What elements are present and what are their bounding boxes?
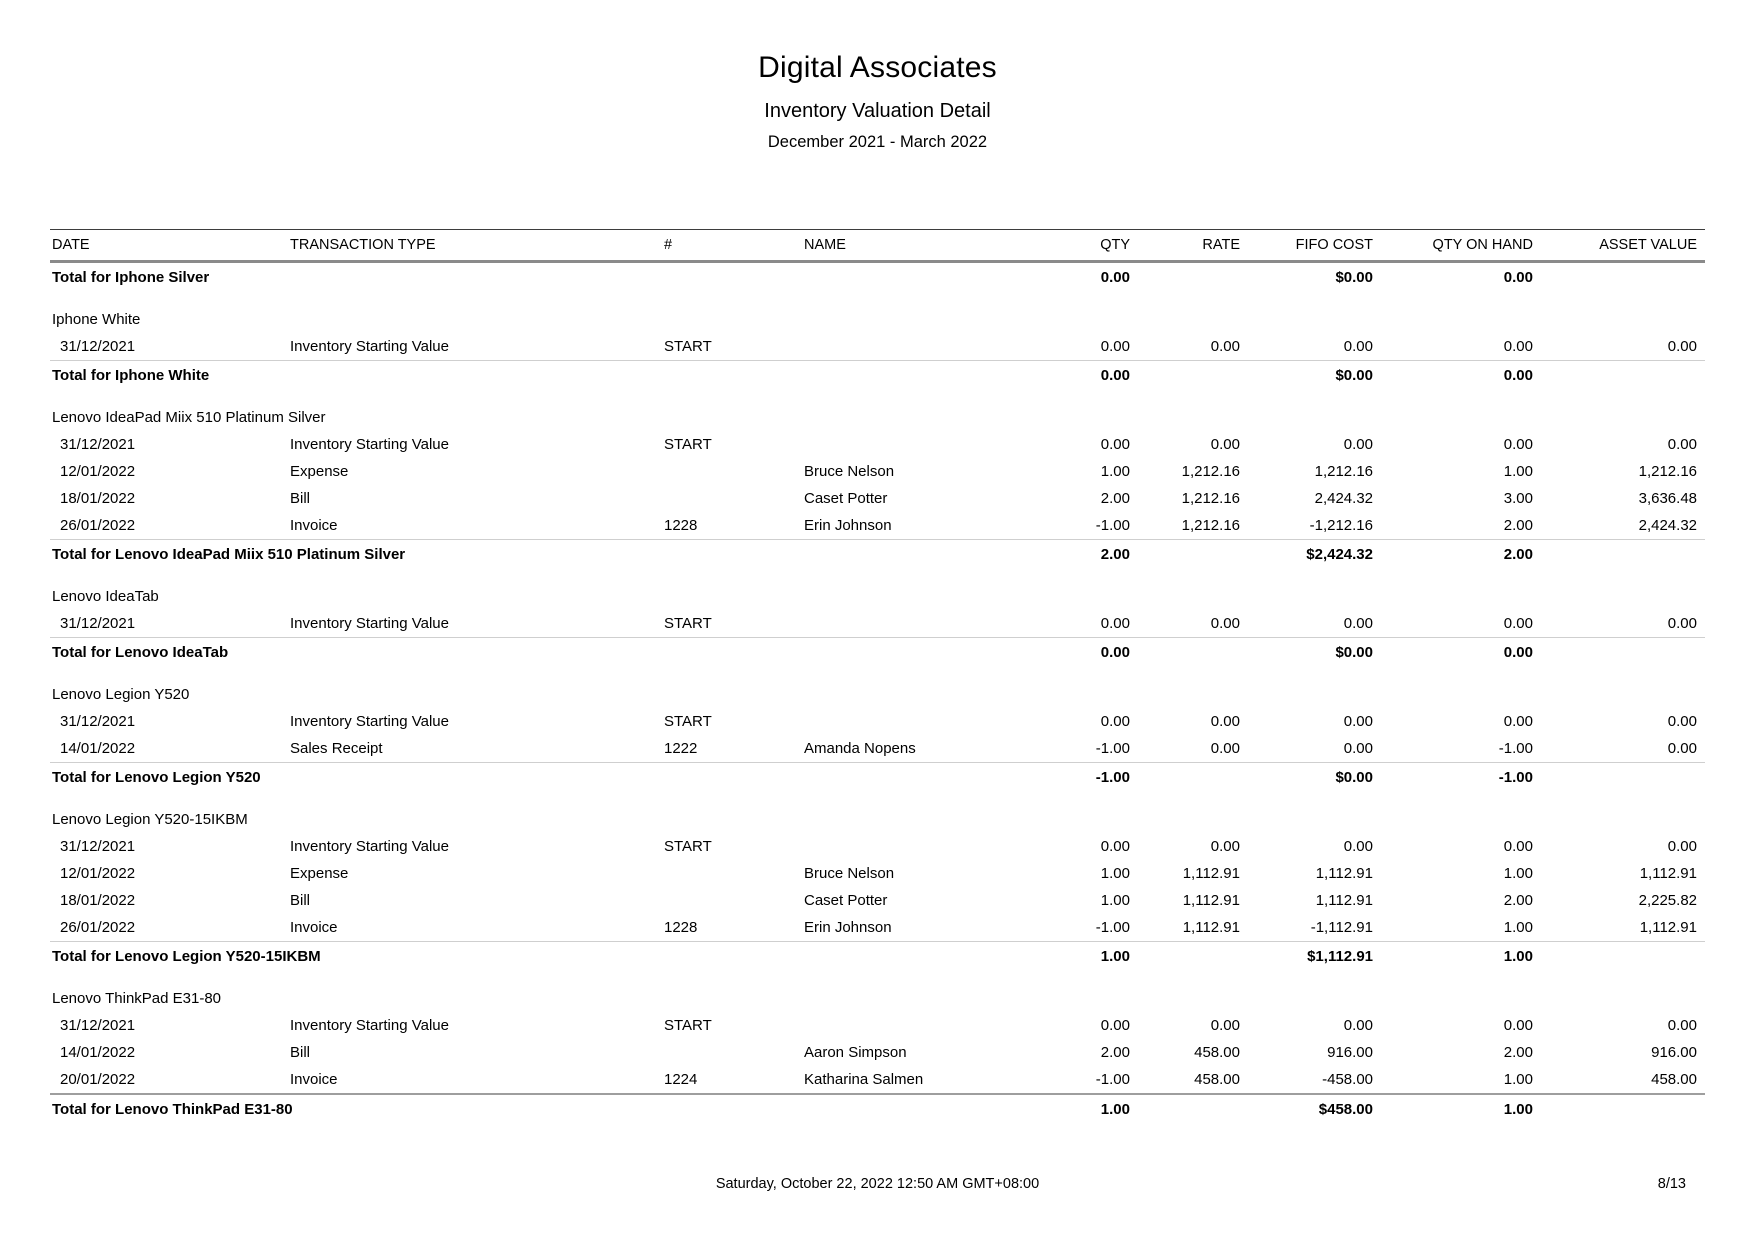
- table-row: [50, 735, 1705, 763]
- table-row: [50, 333, 1705, 361]
- cell-rate: 0.00: [1210, 436, 1240, 453]
- cell-qty: 0.00: [1100, 338, 1130, 355]
- cell-type: Expense: [290, 865, 349, 882]
- total-row: [50, 262, 1705, 293]
- cell-type: Invoice: [290, 1071, 338, 1088]
- cell-total-rate-empty: [1130, 361, 1240, 391]
- cell-total-qty: -1.00: [1020, 763, 1130, 793]
- cell-total-rate-empty: [1130, 262, 1240, 293]
- total-label: Total for Iphone Silver: [52, 269, 210, 286]
- column-header-asset_value: ASSET VALUE: [1533, 230, 1705, 262]
- cell-qty: 0.00: [1100, 1017, 1130, 1034]
- cell-rate: 0.00: [1210, 713, 1240, 730]
- section-name: Lenovo IdeaTab: [52, 587, 159, 605]
- cell-num: 1228: [664, 919, 698, 936]
- cell-fifo_cost: 0.00: [1343, 740, 1373, 757]
- cell-name: Bruce Nelson: [804, 463, 895, 480]
- cell-date: 31/12/2021: [60, 615, 136, 632]
- table-row: [50, 833, 1705, 860]
- cell-asset_value: 3,636.48: [1638, 490, 1697, 507]
- table-row: [50, 708, 1705, 735]
- section-header-row: [50, 569, 1705, 610]
- cell-fifo_cost: 0.00: [1343, 1017, 1373, 1034]
- cell-qty_on_hand: 1.00: [1503, 865, 1533, 882]
- cell-num: [662, 1039, 802, 1066]
- cell-name: [802, 833, 1020, 860]
- cell-asset_value: 0.00: [1667, 713, 1697, 730]
- table-header-row: [50, 230, 1705, 262]
- cell-num: START: [664, 338, 712, 355]
- report-title: Inventory Valuation Detail: [764, 100, 991, 122]
- section-name: Lenovo IdeaPad Miix 510 Platinum Silver: [52, 408, 326, 426]
- footer-generated-timestamp: Saturday, October 22, 2022 12:50 AM GMT+08:00: [715, 1176, 1040, 1192]
- total-label: Total for Lenovo Legion Y520: [50, 763, 1020, 793]
- table-row: [50, 431, 1705, 458]
- section-header-row: [50, 667, 1705, 708]
- cell-num: [662, 887, 802, 914]
- cell-fifo_cost: 0.00: [1343, 838, 1373, 855]
- cell-num: START: [664, 713, 712, 730]
- cell-total-fifo-cost: $1,112.91: [1240, 942, 1373, 972]
- cell-asset_value: 0.00: [1667, 436, 1697, 453]
- cell-rate: 0.00: [1210, 338, 1240, 355]
- column-header-rate: RATE: [1130, 230, 1240, 262]
- cell-rate: 1,112.91: [1182, 919, 1240, 936]
- section-name: Lenovo Legion Y520: [52, 685, 190, 703]
- cell-fifo_cost: -458.00: [1322, 1071, 1373, 1088]
- cell-fifo_cost: 2,424.32: [1314, 490, 1373, 507]
- section-header-row: [50, 971, 1705, 1012]
- cell-total-rate-empty: [1130, 540, 1240, 570]
- report-table: [50, 229, 1705, 1124]
- cell-total-fifo-cost: $0.00: [1240, 638, 1373, 668]
- cell-qty: 0.00: [1100, 713, 1130, 730]
- cell-total-fifo-cost: $0.00: [1240, 763, 1373, 793]
- cell-qty_on_hand: 2.00: [1503, 1044, 1533, 1061]
- cell-total-qty: 0.00: [1020, 361, 1130, 391]
- total-row: [50, 638, 1705, 668]
- cell-asset_value: 1,112.91: [1639, 865, 1697, 882]
- cell-rate: 0.00: [1210, 740, 1240, 757]
- cell-qty_on_hand: 2.00: [1503, 892, 1533, 909]
- cell-qty_on_hand: 3.00: [1503, 490, 1533, 507]
- cell-num: 1222: [664, 740, 698, 757]
- cell-fifo_cost: 1,112.91: [1315, 865, 1373, 882]
- cell-qty: -1.00: [1095, 919, 1130, 936]
- cell-qty_on_hand: 0.00: [1503, 713, 1533, 730]
- cell-qty: -1.00: [1095, 1071, 1130, 1088]
- cell-total-asset-empty: [1533, 540, 1705, 570]
- cell-fifo_cost: 1,112.91: [1315, 892, 1373, 909]
- cell-rate: 458.00: [1194, 1071, 1240, 1088]
- cell-type: Inventory Starting Value: [290, 338, 449, 355]
- cell-total-qty: 0.00: [1020, 638, 1130, 668]
- table-body: [50, 262, 1705, 1125]
- cell-asset_value: 916.00: [1651, 1044, 1697, 1061]
- cell-total-fifo-cost: $458.00: [1240, 1094, 1373, 1124]
- cell-rate: 0.00: [1210, 1017, 1240, 1034]
- cell-rate: 1,212.16: [1181, 490, 1240, 507]
- cell-date: 14/01/2022: [60, 1044, 136, 1061]
- cell-name: Erin Johnson: [804, 517, 892, 534]
- cell-total-qty-on-hand: 1.00: [1373, 1094, 1533, 1124]
- report-date-range: December 2021 - March 2022: [767, 133, 988, 151]
- cell-asset_value: 0.00: [1667, 338, 1697, 355]
- cell-type: Bill: [290, 1044, 311, 1061]
- cell-total-rate-empty: [1130, 638, 1240, 668]
- cell-asset_value: 0.00: [1667, 740, 1697, 757]
- cell-date: 31/12/2021: [60, 436, 136, 453]
- cell-name: [802, 708, 1020, 735]
- section-header-row: [50, 792, 1705, 833]
- report-header: [0, 0, 1755, 153]
- cell-date: 31/12/2021: [60, 338, 136, 355]
- total-row: [50, 540, 1705, 570]
- cell-rate: 458.00: [1194, 1044, 1240, 1061]
- cell-date: 31/12/2021: [60, 1017, 136, 1034]
- cell-name: [802, 431, 1020, 458]
- table-row: [50, 1012, 1705, 1039]
- cell-qty_on_hand: 0.00: [1503, 1017, 1533, 1034]
- cell-num: [662, 860, 802, 887]
- cell-name: [802, 333, 1020, 361]
- cell-date: 31/12/2021: [60, 713, 136, 730]
- cell-date: 18/01/2022: [60, 892, 136, 909]
- cell-num: START: [664, 838, 712, 855]
- cell-total-asset-empty: [1533, 942, 1705, 972]
- cell-qty_on_hand: 0.00: [1503, 338, 1533, 355]
- cell-qty: 1.00: [1100, 463, 1130, 480]
- cell-total-qty-on-hand: 0.00: [1373, 361, 1533, 391]
- total-label: Total for Lenovo IdeaTab: [50, 638, 1020, 668]
- cell-date: 18/01/2022: [60, 490, 136, 507]
- cell-qty_on_hand: 1.00: [1503, 463, 1533, 480]
- cell-qty: 2.00: [1100, 490, 1130, 507]
- cell-date: 31/12/2021: [60, 838, 136, 855]
- column-header-date: DATE: [50, 230, 288, 262]
- cell-qty: 1.00: [1100, 865, 1130, 882]
- cell-rate: 0.00: [1210, 615, 1240, 632]
- table-row: [50, 485, 1705, 512]
- cell-total-qty: 0.00: [1100, 269, 1130, 286]
- company-name: Digital Associates: [758, 51, 997, 84]
- cell-qty: 2.00: [1100, 1044, 1130, 1061]
- table-row: [50, 512, 1705, 540]
- cell-num: 1228: [664, 517, 698, 534]
- cell-qty_on_hand: -1.00: [1498, 740, 1533, 757]
- cell-qty_on_hand: 2.00: [1503, 517, 1533, 534]
- cell-total-rate-empty: [1130, 763, 1240, 793]
- total-label: Total for Lenovo Legion Y520-15IKBM: [50, 942, 1020, 972]
- section-name: Iphone White: [52, 310, 141, 328]
- cell-name: Caset Potter: [804, 892, 888, 909]
- column-header-qty: QTY: [1020, 230, 1130, 262]
- table-row: [50, 1066, 1705, 1094]
- cell-asset_value: 1,212.16: [1638, 463, 1697, 480]
- cell-total-fifo-cost: $0.00: [1240, 361, 1373, 391]
- cell-name: Katharina Salmen: [804, 1071, 924, 1088]
- cell-asset_value: 0.00: [1667, 615, 1697, 632]
- cell-qty: -1.00: [1095, 740, 1130, 757]
- cell-num: [662, 485, 802, 512]
- cell-fifo_cost: 0.00: [1343, 615, 1373, 632]
- cell-total-rate-empty: [1130, 1094, 1240, 1124]
- cell-total-qty: 1.00: [1020, 1094, 1130, 1124]
- cell-rate: 1,112.91: [1182, 865, 1240, 882]
- column-header-qty_on_hand: QTY ON HAND: [1373, 230, 1533, 262]
- table-row: [50, 887, 1705, 914]
- cell-asset_value: 1,112.91: [1639, 919, 1697, 936]
- cell-qty: 0.00: [1100, 615, 1130, 632]
- cell-total-qty-on-hand: -1.00: [1373, 763, 1533, 793]
- total-row: [50, 942, 1705, 972]
- section-header-row: [50, 292, 1705, 333]
- cell-type: Sales Receipt: [290, 740, 383, 757]
- cell-num: [662, 458, 802, 485]
- cell-date: 26/01/2022: [60, 919, 136, 936]
- cell-type: Bill: [290, 892, 311, 909]
- total-label: Total for Lenovo ThinkPad E31-80: [50, 1094, 1020, 1124]
- cell-rate: 1,112.91: [1182, 892, 1240, 909]
- cell-asset_value: 2,225.82: [1638, 892, 1697, 909]
- cell-type: Inventory Starting Value: [290, 1017, 449, 1034]
- cell-fifo_cost: 0.00: [1343, 713, 1373, 730]
- cell-qty_on_hand: 1.00: [1503, 1071, 1533, 1088]
- table-row: [50, 914, 1705, 942]
- section-header-row: [50, 390, 1705, 431]
- cell-total-qty: 1.00: [1020, 942, 1130, 972]
- total-label: Total for Iphone White: [50, 361, 1020, 391]
- cell-qty_on_hand: 0.00: [1503, 436, 1533, 453]
- cell-date: 26/01/2022: [60, 517, 136, 534]
- cell-rate: 1,212.16: [1181, 463, 1240, 480]
- table-row: [50, 610, 1705, 638]
- table-row: [50, 458, 1705, 485]
- cell-total-asset-empty: [1533, 361, 1705, 391]
- cell-type: Expense: [290, 463, 349, 480]
- cell-asset_value: 2,424.32: [1638, 517, 1697, 534]
- cell-date: 12/01/2022: [60, 865, 136, 882]
- cell-type: Inventory Starting Value: [290, 838, 449, 855]
- cell-total-qty-on-hand: 0.00: [1373, 638, 1533, 668]
- cell-fifo_cost: -1,212.16: [1309, 517, 1373, 534]
- cell-fifo_cost: 0.00: [1343, 338, 1373, 355]
- cell-qty_on_hand: 0.00: [1503, 615, 1533, 632]
- cell-total-fifo-cost: $0.00: [1335, 269, 1373, 286]
- cell-qty: 1.00: [1100, 892, 1130, 909]
- cell-total-qty-on-hand: 2.00: [1373, 540, 1533, 570]
- cell-name: [802, 610, 1020, 638]
- cell-qty: 0.00: [1100, 838, 1130, 855]
- cell-qty: -1.00: [1095, 517, 1130, 534]
- cell-rate: 1,212.16: [1181, 517, 1240, 534]
- cell-type: Bill: [290, 490, 311, 507]
- cell-date: 20/01/2022: [60, 1071, 136, 1088]
- cell-total-qty-on-hand: 0.00: [1503, 269, 1533, 286]
- cell-name: Amanda Nopens: [804, 740, 916, 757]
- table-row: [50, 1039, 1705, 1066]
- cell-num: START: [664, 436, 712, 453]
- cell-num: 1224: [664, 1071, 698, 1088]
- cell-asset_value: 0.00: [1667, 838, 1697, 855]
- table-row: [50, 860, 1705, 887]
- column-header-fifo_cost: FIFO COST: [1240, 230, 1373, 262]
- cell-name: [802, 1012, 1020, 1039]
- cell-asset_value: 0.00: [1667, 1017, 1697, 1034]
- column-header-type: TRANSACTION TYPE: [288, 230, 662, 262]
- total-row: [50, 361, 1705, 391]
- cell-total-asset-empty: [1533, 1094, 1705, 1124]
- cell-fifo_cost: 916.00: [1327, 1044, 1373, 1061]
- cell-total-qty-on-hand: 1.00: [1373, 942, 1533, 972]
- column-header-name: NAME: [802, 230, 1020, 262]
- total-row: [50, 1094, 1705, 1124]
- cell-name: Bruce Nelson: [804, 865, 895, 882]
- cell-fifo_cost: 0.00: [1343, 436, 1373, 453]
- cell-qty_on_hand: 1.00: [1503, 919, 1533, 936]
- cell-type: Inventory Starting Value: [290, 436, 449, 453]
- cell-date: 14/01/2022: [60, 740, 136, 757]
- cell-total-asset-empty: [1533, 262, 1705, 293]
- cell-total-rate-empty: [1130, 942, 1240, 972]
- section-name: Lenovo Legion Y520-15IKBM: [52, 810, 248, 828]
- cell-name: Caset Potter: [804, 490, 888, 507]
- cell-rate: 0.00: [1210, 838, 1240, 855]
- cell-type: Inventory Starting Value: [290, 713, 449, 730]
- cell-type: Invoice: [290, 517, 338, 534]
- cell-asset_value: 458.00: [1651, 1071, 1697, 1088]
- cell-total-qty: 2.00: [1020, 540, 1130, 570]
- total-row: [50, 763, 1705, 793]
- cell-total-fifo-cost: $2,424.32: [1240, 540, 1373, 570]
- table-head: [50, 230, 1705, 262]
- section-name: Lenovo ThinkPad E31-80: [52, 989, 222, 1007]
- cell-type: Invoice: [290, 919, 338, 936]
- cell-fifo_cost: 1,212.16: [1314, 463, 1373, 480]
- cell-fifo_cost: -1,112.91: [1310, 919, 1373, 936]
- cell-name: Erin Johnson: [804, 919, 892, 936]
- cell-total-asset-empty: [1533, 763, 1705, 793]
- cell-num: START: [664, 1017, 712, 1034]
- total-label: Total for Lenovo IdeaPad Miix 510 Platinum Silver: [50, 540, 1020, 570]
- footer-page-number: 8/13: [1657, 1176, 1686, 1192]
- cell-num: START: [664, 615, 712, 632]
- cell-name: Aaron Simpson: [804, 1044, 907, 1061]
- column-header-num: #: [662, 230, 802, 262]
- cell-qty: 0.00: [1100, 436, 1130, 453]
- cell-qty_on_hand: 0.00: [1503, 838, 1533, 855]
- cell-date: 12/01/2022: [60, 463, 136, 480]
- cell-type: Inventory Starting Value: [290, 615, 449, 632]
- cell-total-asset-empty: [1533, 638, 1705, 668]
